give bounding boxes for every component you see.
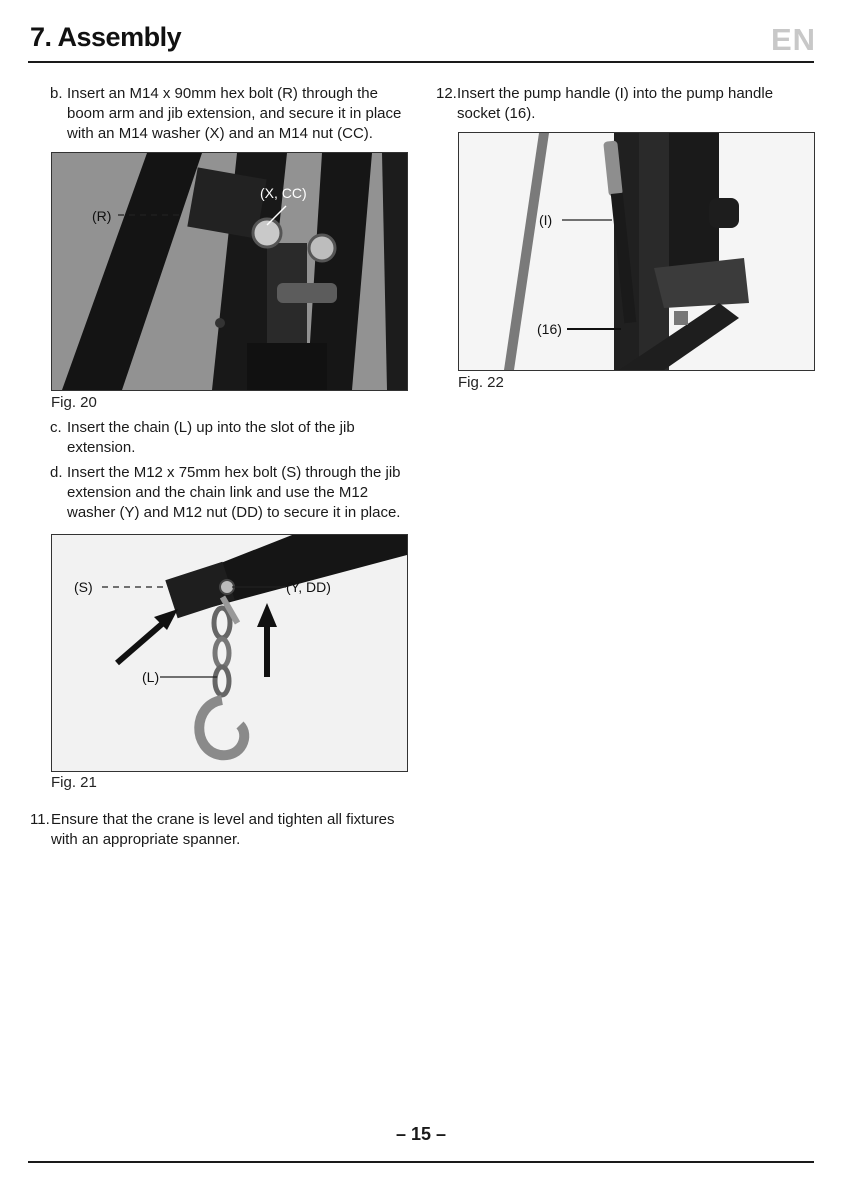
figure-22-label-i: (I) — [539, 212, 553, 228]
figure-20-label-r: (R) — [92, 208, 112, 224]
step-12-number: 12. — [436, 85, 457, 102]
figure-22-caption: Fig. 22 — [458, 374, 504, 391]
figure-21-label-y-dd: (Y, DD) — [286, 579, 331, 595]
figure-21-photo — [52, 535, 407, 771]
page-number: – 15 – — [395, 1124, 447, 1144]
figure-20 — [51, 152, 408, 391]
step-11 — [30, 810, 410, 850]
figure-21-label-s: (S) — [74, 579, 93, 595]
step-11-number: 11. — [30, 811, 50, 828]
figure-20-photo — [52, 153, 407, 390]
step-d-text: Insert the M12 x 75mm hex bolt (S) through the jib extension and the chain link and use the M12 washer (Y) and M12 nut (DD) to secure it in place. — [67, 464, 401, 521]
figure-22-photo — [459, 133, 814, 370]
step-d-number: d. — [50, 464, 63, 481]
figure-21-label-l: (L) — [142, 669, 160, 685]
step-11-text: Ensure that the crane is level and tighten all fixtures with an appropriate spanner. — [51, 811, 395, 848]
figure-20-caption: Fig. 20 — [51, 394, 97, 411]
step-12 — [436, 84, 796, 124]
figure-22-label-16: (16) — [537, 321, 562, 337]
step-d — [50, 463, 410, 523]
step-c-number: c. — [50, 419, 62, 436]
step-b-text: Insert an M14 x 90mm hex bolt (R) through the boom arm and jib extension, and secure it in place with an M14 washer (X) and an M14 nut (CC). — [67, 85, 402, 142]
step-c-text: Insert the chain (L) up into the slot of the jib extension. — [67, 419, 355, 456]
step-12-text: Insert the pump handle (I) into the pump handle socket (16). — [457, 85, 774, 122]
step-b-number: b. — [50, 85, 63, 102]
language-badge: EN — [771, 22, 817, 57]
page-title: 7. Assembly — [30, 22, 182, 52]
footer-rule — [28, 1161, 814, 1163]
figure-21-caption: Fig. 21 — [51, 774, 97, 791]
step-c — [50, 418, 410, 458]
figure-21 — [51, 534, 408, 772]
figure-20-label-x-cc: (X, CC) — [260, 185, 307, 201]
step-b — [50, 84, 410, 144]
figure-22 — [458, 132, 815, 371]
header-rule — [28, 61, 814, 63]
